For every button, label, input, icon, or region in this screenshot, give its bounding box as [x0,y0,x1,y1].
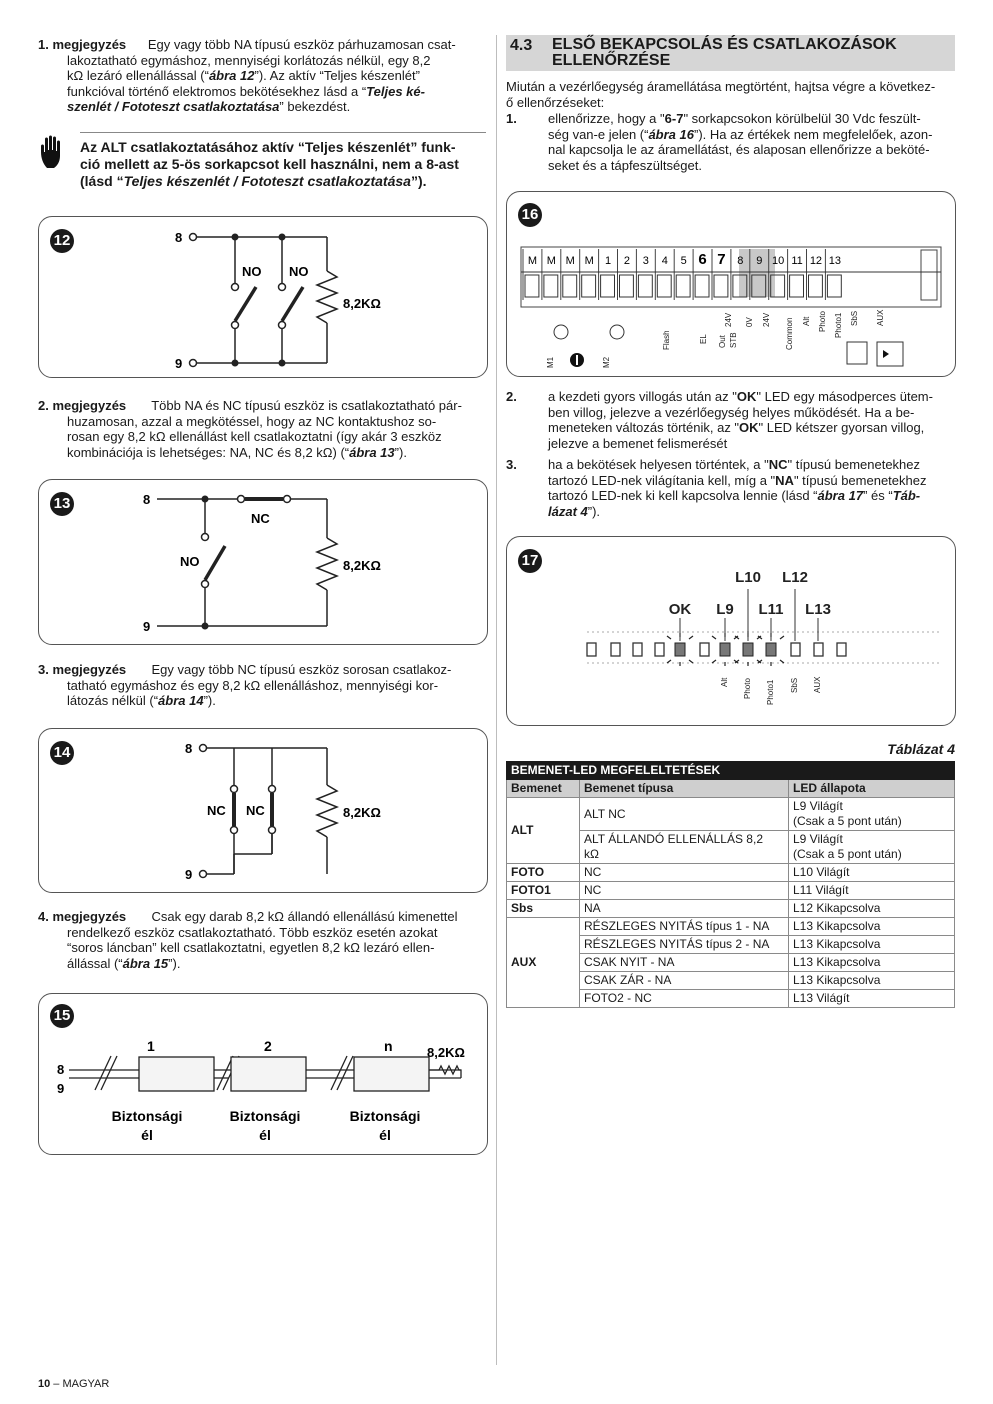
input-led-table [506,761,955,1008]
0v-label: 0V [745,317,754,327]
terminal-screw [544,275,558,297]
terminal-label: M [527,255,538,267]
column-divider [496,35,497,1365]
led-glow-ray [689,660,693,663]
led-lit [675,643,685,656]
terminal-label: M [546,255,556,267]
svg-text:él: él [141,1127,153,1143]
terminal-screw [563,275,577,297]
led-lit [743,643,753,656]
terminal-9: 9 [175,356,183,371]
m2-label: M2 [602,356,611,368]
contact-nc-label: NC [207,803,226,818]
language-label: MAGYAR [62,1378,110,1390]
circuit-series-nc [39,729,487,892]
resistor-label: 8,2KΩ [427,1045,465,1060]
led-l10-label: L10 [735,569,761,586]
terminal-screw [525,275,539,297]
photo-label: Photo [818,311,827,332]
led-lit [766,643,776,656]
step-3: 3. ha a bekötések helyesen történtek, a "NC" típusú bemenetekhez tartozó LED-nek világítania kell, míg a "NA" típusú bemenetekhez tartozó LED-nek ki kell kapcsolva lennie (lásd “ábra 17” és “Táb- lázat 4”). [506,457,927,519]
aux-label: AUX [876,309,885,326]
terminal-8: 8 [57,1062,65,1077]
terminal-label: 10 [772,255,785,267]
warning-separator [80,132,486,133]
table-row: FOTO NC L10 Világít [507,864,955,882]
page-footer: 10 – MAGYAR [38,1378,110,1390]
terminal-screw [620,275,634,297]
column-header: LED állapota [789,780,955,798]
terminal-label: 9 [756,255,763,267]
terminal-9: 9 [143,619,151,634]
common-label: Common [785,317,794,350]
note-1: 1. megjegyzés Egy vagy több NA típusú eszköz párhuzamosan csat- lakoztatható egymáshoz, mennyiségi korlátozás nélkül, egy 8,2 kΩ lezáró ellenállással (“ábra 12”). Az aktív “Teljes készenlét” funkcióval történő elektromos bekötésekhez lásd a “Teljes ké- szenlét / Fototeszt csatlakoztatása” bekezdést. [38,37,456,114]
figure-ref: ábra 15 [122,955,169,971]
column-header: Bemenet [507,780,580,798]
figure-17 [506,536,956,726]
safety-edge-label: Biztonsági [229,1108,301,1124]
terminal-label: 6 [698,251,707,268]
m1-label: M1 [546,356,555,368]
note-label: 1. megjegyzés [38,37,127,52]
led-ok-label: OK [668,601,692,618]
device-number: 1 [147,1038,155,1054]
terminal-screw [809,275,823,297]
section-title: ELSŐ BEKAPCSOLÁS ÉS CSATLAKOZÁSOK ELLENŐRZÉSE [552,36,897,69]
terminal-label: 1 [604,255,612,267]
terminal-label: 11 [791,255,803,267]
column-header: Bemenet típusa [580,780,789,798]
terminal-8: 8 [143,492,151,507]
table-row: ALT ÁLLANDÓ ELLENÁLLÁS 8,2 kΩ L9 Világít (Csak a 5 pont után) [507,831,955,864]
24v-label: 24V [762,312,771,327]
terminal-screw [790,275,804,297]
safety-edge-chain [39,994,487,1154]
section-number: 4.3 [510,37,533,54]
figure-ref: ábra 13 [349,444,395,460]
led-glow-ray [780,636,784,639]
note-2: 2. megjegyzés Több NA és NC típusú eszköz is csatlakoztatható pár- huzamosan, azzal a megkötéssel, hogy az NC kontaktushoz so- rosan egy 8,2 kΩ ellenállást kell csatlakoztatni (így akár 3 eszköz kombinációja is lehetséges: NA, NC és 8,2 kΩ) (“ábra 13”). [38,398,462,460]
figure-13 [38,479,488,645]
contact-nc-label: NC [246,803,265,818]
terminal-screw [582,275,596,297]
led-l12-label: L12 [782,569,808,586]
terminal-label: M [565,255,575,267]
led-l11-label: L11 [758,601,784,618]
figure-ref: ábra 12 [208,68,255,83]
led-indicator-panel [507,537,955,725]
note-4: 4. megjegyzés Csak egy darab 8,2 kΩ állandó ellenállású kimenettel rendelkező eszköz csatlakoztatható. Több eszköz esetén azokat “soros láncban” kell csatlakoztatni, egyetlen 8,2 kΩ lezáró ellen- állással (“ábra 15”). [38,909,458,971]
terminal-8: 8 [175,230,183,245]
control-unit-terminal-block [507,192,955,376]
terminal-label: 8 [737,255,744,267]
photo1-label: Photo1 [766,679,775,705]
led-glow-ray [712,636,716,639]
led-l9-label: L9 [716,601,734,618]
table-row: FOTO2 - NC L13 Világít [507,990,955,1008]
table-row: Sbs NA L12 Kikapcsolva [507,900,955,918]
aux-label: AUX [813,676,822,693]
figure-number-badge: 12 [50,229,74,253]
terminal-9: 9 [185,867,193,882]
figure-number-badge: 15 [50,1004,74,1028]
section-intro: Miután a vezérlőegység áramellátása megtörtént, hajtsa végre a következ- ő ellenőrzéseket: [506,79,936,110]
svg-text:él: él [379,1127,391,1143]
figure-number-badge: 13 [50,492,74,516]
sbs-label: SbS [850,310,859,326]
terminal-label: 13 [828,255,841,267]
contact-no-label: NO [242,264,262,279]
sbs-label: SbS [790,677,799,693]
table-row: CSAK NYIT - NA L13 Kikapcsolva [507,954,955,972]
page-number: 10 [38,1378,51,1390]
led-glow-ray [667,636,671,639]
table-row: ALT ALT NC L9 Világít (Csak a 5 pont után) [507,798,955,831]
terminal-label: 7 [717,251,726,268]
terminal-label: 12 [809,255,823,267]
svg-text:él: él [259,1127,271,1143]
led-glow-ray [689,636,693,639]
terminal-screw [827,275,841,297]
figure-ref: ábra 16 [648,126,694,142]
section-heading [506,35,955,71]
figure-number-badge: 16 [518,203,542,227]
terminal-screw [714,275,728,297]
alt-label: Alt [720,677,729,687]
figure-number-badge: 14 [50,741,74,765]
contact-no-label: NO [180,554,200,569]
resistor-label: 8,2KΩ [343,296,381,311]
figure-12 [38,216,488,378]
table-row: RÉSZLEGES NYITÁS típus 2 - NA L13 Kikapcsolva [507,936,955,954]
photo1-label: Photo1 [834,312,843,338]
out-label: Out [718,335,727,348]
figure-14 [38,728,488,893]
safety-edge-label: Biztonsági [111,1108,183,1124]
resistor-label: 8,2KΩ [343,805,381,820]
circuit-no-nc-resistor [39,480,487,644]
warning-text: Az ALT csatlakoztatásához aktív “Teljes készenlét” funk- ció mellett az 5-ös sorkapcsot kell használni, nem a 8-ast (lásd “Teljes készenlét / Fototeszt csatlakoztatása”). [80,139,459,189]
figure-16 [506,191,956,377]
step-1: 1. ellenőrizze, hogy a "6-7" sorkapcsokon körülbelül 30 Vdc feszült- ség van-e jelen (“ábra 16”). Ha az értékek nem megfelelőek, azon- nal kapcsolja le az áramellátást, és alaposan ellenőrizze a beköté- seket és a tápfeszültséget. [506,111,933,173]
figure-ref: ábra 14 [158,693,204,708]
table-title: BEMENET-LED MEGFELELTETÉSEK [507,762,955,780]
24v-label: 24V [724,312,733,327]
terminal-label: 5 [680,255,687,267]
circuit-parallel-no [39,217,487,377]
terminal-screw [695,275,709,297]
figure-ref: ábra 17 [817,488,864,503]
table-row: AUX RÉSZLEGES NYITÁS típus 1 - NA L13 Kikapcsolva [507,918,955,936]
safety-edge-label: Biztonsági [349,1108,421,1124]
figure-15 [38,993,488,1155]
terminal-screw [676,275,690,297]
device-number: 2 [264,1038,272,1054]
stb-label: STB [729,332,738,348]
terminal-label: M [584,255,594,267]
contact-no-label: NO [289,264,309,279]
terminal-label: 2 [623,255,631,267]
terminal-label: 4 [661,255,668,267]
note-3: 3. megjegyzés Egy vagy több NC típusú eszköz sorosan csatlakoz- tatható egymáshoz és egy 8,2 kΩ ellenálláshoz, mennyiségi kor- látozás nélkül (“ábra 14”). [38,662,452,708]
terminal-screw [601,275,615,297]
flash-label: Flash [662,330,671,350]
photo-label: Photo [743,678,752,699]
terminal-screw [657,275,671,297]
terminal-8: 8 [185,741,193,756]
step-2: 2. a kezdeti gyors villogás után az "OK" LED egy másodperces ütem- ben villog, jelezve a vezérlőegység helyes működését. Ha a be- meneteken változás történik, az "OK" LED kétszer gyorsan villog, jelezve a bemenet felismerését [506,389,933,451]
table-row: FOTO1 NC L11 Világít [507,882,955,900]
figure-number-badge: 17 [518,549,542,573]
device-number: n [384,1038,393,1054]
contact-nc-label: NC [251,511,270,526]
table-caption: Táblázat 4 [887,741,955,757]
led-l13-label: L13 [805,601,831,618]
hand-warning-icon [38,134,72,170]
alt-label: Alt [802,316,811,326]
terminal-9: 9 [57,1081,65,1096]
terminal-screw [638,275,652,297]
el-label: EL [699,334,708,344]
terminal-label: 3 [642,255,649,267]
resistor-label: 8,2KΩ [343,558,381,573]
led-lit [720,643,730,656]
table-row: CSAK ZÁR - NA L13 Kikapcsolva [507,972,955,990]
